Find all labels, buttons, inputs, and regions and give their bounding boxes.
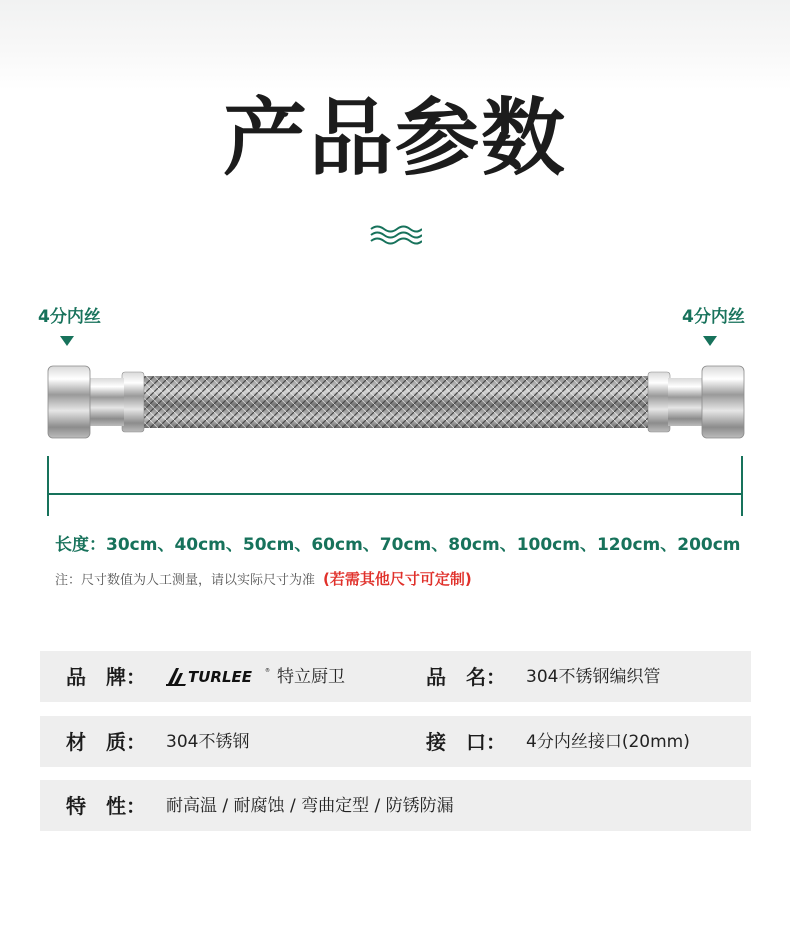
left-arrow-icon — [60, 336, 74, 346]
spec-row-brand-name — [40, 651, 751, 702]
measurement-note — [55, 568, 472, 592]
top-background — [0, 0, 790, 90]
material-label: 材 质： — [66, 730, 146, 754]
material-value: 304不锈钢 — [166, 732, 250, 752]
turlee-logo — [166, 665, 270, 687]
note-text: 注：尺寸数值为人工测量，请以实际尺寸为准 — [55, 573, 316, 588]
waves-icon — [370, 224, 422, 246]
feature-label: 特 性： — [66, 794, 146, 818]
spec-row-features — [40, 780, 751, 831]
lengths-label: 长度： — [55, 535, 106, 555]
feature-value: 耐高温 / 耐腐蚀 / 弯曲定型 / 防锈防漏 — [166, 796, 454, 816]
brand-label: 品 牌： — [66, 665, 146, 689]
page-title: 产品参数 — [222, 89, 567, 187]
interface-label: 接 口： — [426, 730, 506, 754]
right-arrow-icon — [703, 336, 717, 346]
length-dimension-line — [46, 454, 746, 518]
left-end-label: 4分内丝 — [38, 307, 101, 327]
custom-size-note: (若需其他尺寸可定制) — [323, 570, 472, 588]
lengths-line — [55, 534, 741, 556]
lengths-values: 30cm、40cm、50cm、60cm、70cm、80cm、100cm、120cm、200cm — [106, 535, 741, 555]
braided-hose-image — [46, 364, 746, 440]
product-name-value: 304不锈钢编织管 — [526, 667, 661, 687]
brand-value: 特立厨卫 — [277, 667, 345, 687]
product-name-label: 品 名： — [426, 665, 506, 689]
svg-text:®: ® — [265, 668, 270, 674]
logo-text: TURLEE — [188, 668, 253, 686]
interface-value: 4分内丝接口(20mm) — [526, 732, 690, 752]
spec-row-material-interface — [40, 716, 751, 767]
right-end-label: 4分内丝 — [682, 307, 745, 327]
